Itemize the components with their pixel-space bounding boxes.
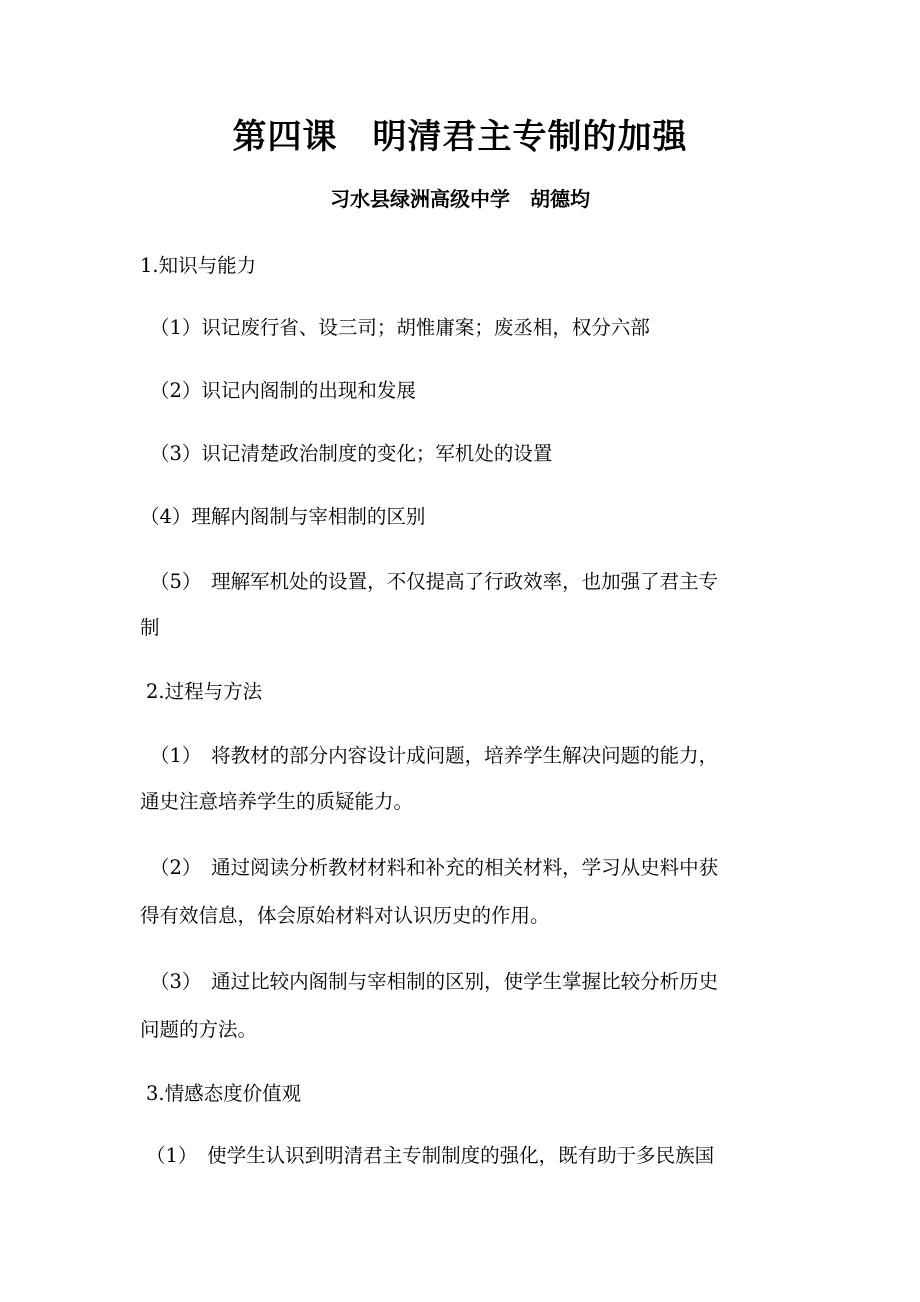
text-line: 通史注意培养学生的质疑能力。 (140, 790, 414, 813)
text-line: 问题的方法。 (140, 1018, 258, 1041)
text-line: 得有效信息，体会原始材料对认识历史的作用。 (140, 904, 550, 927)
text-line: （1） 使学生认识到明清君主专制制度的强化，既有助于多民族国 (146, 1144, 715, 1167)
text-line: （2）识记内阁制的出现和发展 (150, 379, 416, 402)
text-line: （4）理解内阁制与宰相制的区别 (140, 505, 426, 528)
author-line: 习水县绿洲高级中学 胡德均 (330, 187, 590, 211)
text-line: 制 (140, 616, 160, 639)
section-heading-knowledge: 1.知识与能力 (140, 254, 257, 277)
section-heading-values: 3.情感态度价值观 (146, 1082, 302, 1105)
text-line: （3） 通过比较内阁制与宰相制的区别，使学生掌握比较分析历史 (150, 970, 719, 993)
text-line: （5） 理解军机处的设置，不仅提高了行政效率，也加强了君主专 (150, 570, 719, 593)
section-heading-process: 2.过程与方法 (146, 680, 263, 703)
text-line: （2） 通过阅读分析教材材料和补充的相关材料，学习从史料中获 (150, 856, 719, 879)
text-line: （1） 将教材的部分内容设计成问题，培养学生解决问题的能力， (150, 744, 719, 767)
text-line: （1）识记废行省、设三司；胡惟庸案；废丞相，权分六部 (150, 316, 650, 339)
text-line: （3）识记清楚政治制度的变化；军机处的设置 (150, 442, 553, 465)
page-title: 第四课 明清君主专制的加强 (232, 117, 688, 157)
